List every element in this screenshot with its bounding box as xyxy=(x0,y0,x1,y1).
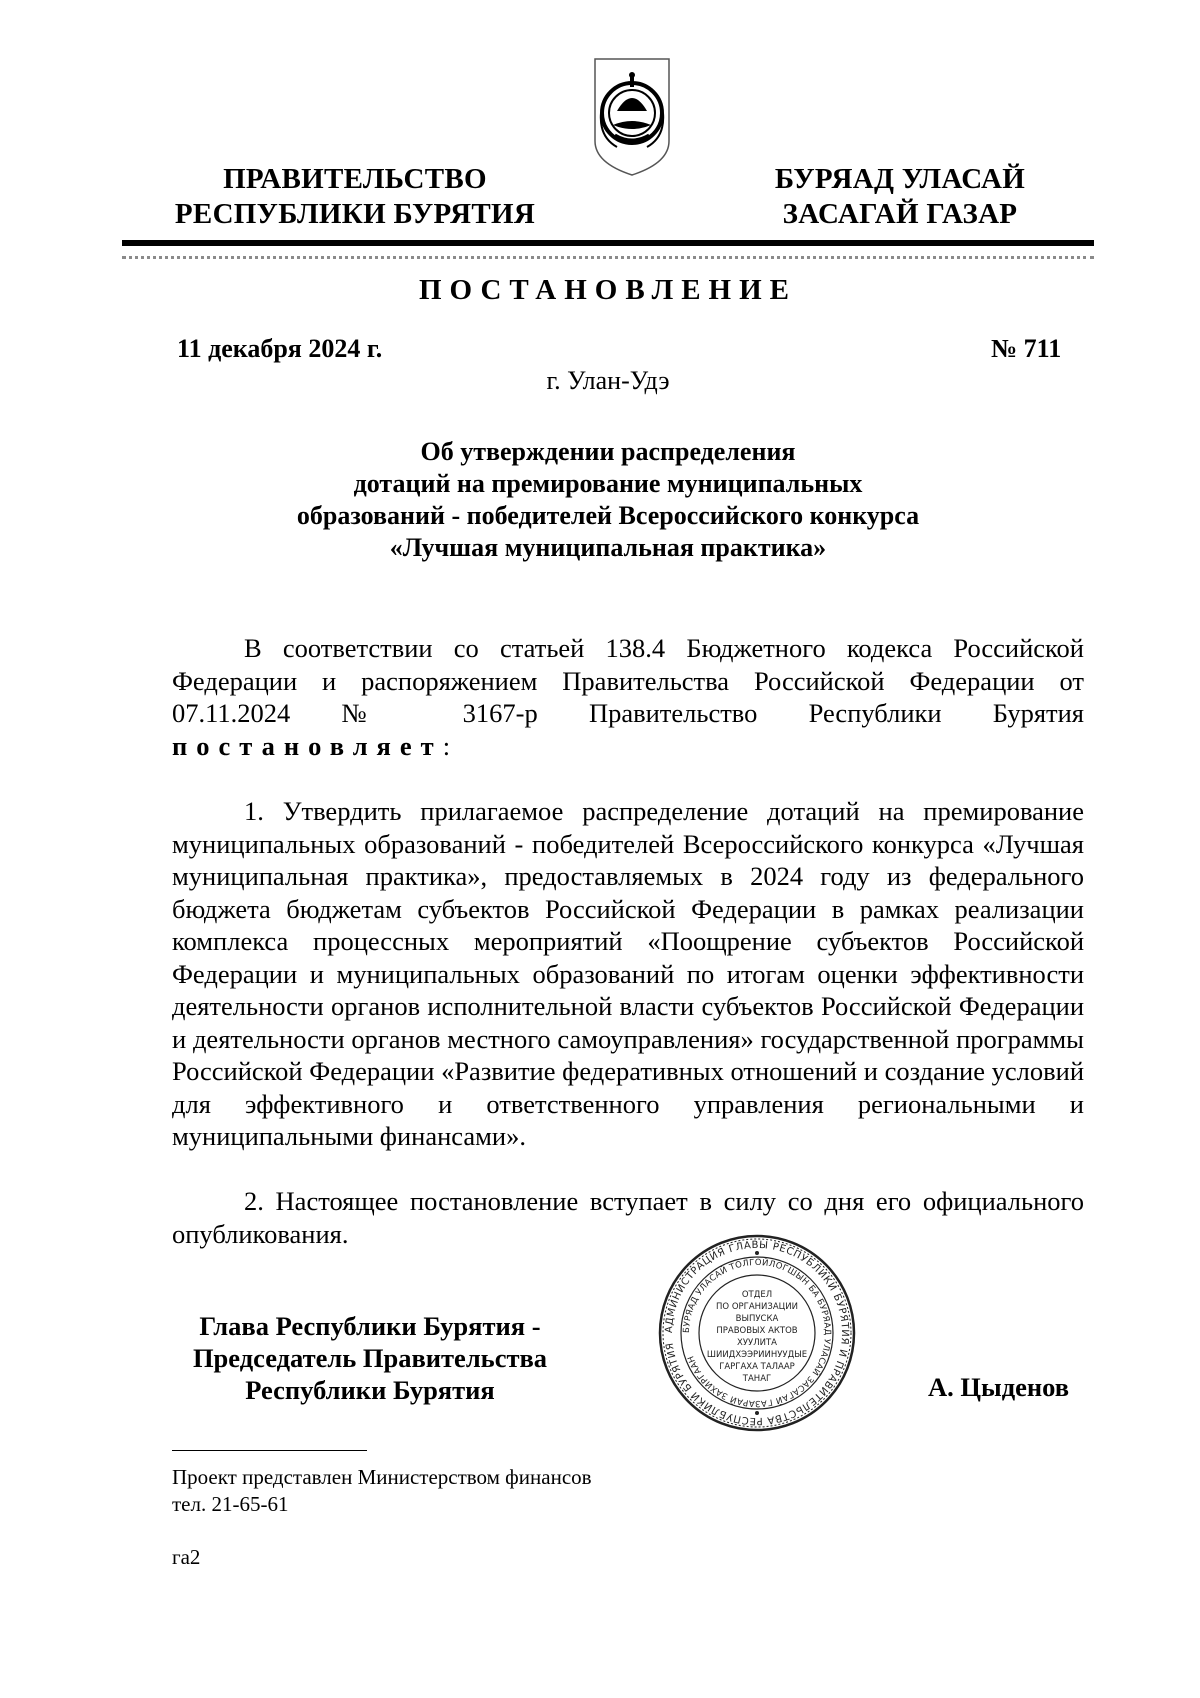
intro-end: : xyxy=(442,730,451,761)
signatory-title xyxy=(160,1310,580,1406)
header-divider-thick xyxy=(122,240,1094,246)
document-number: № 711 xyxy=(991,334,1062,363)
document-type: ПОСТАНОВЛЕНИЕ xyxy=(418,274,797,306)
header-divider-dotted xyxy=(122,256,1094,259)
document-code: га2 xyxy=(172,1545,201,1569)
title-line: дотаций на премирование муниципальных xyxy=(353,469,863,498)
seal-line: ОТДЕЛ xyxy=(741,1290,773,1300)
government-name-buryat xyxy=(740,162,1060,232)
seal-line: ГАРГАХА ТАЛААР xyxy=(719,1362,795,1372)
signatory-name: А. Цыденов xyxy=(928,1372,1070,1402)
item-2-text: 2. Настоящее постановление вступает в силу со дня его официального опубликования. xyxy=(172,1186,1084,1249)
svg-text:БУРЯАД УЛАСАЙ ТОЛГОЙЛОГШЫН БА: БУРЯАД УЛАСАЙ ТОЛГОЙЛОГШЫН БА БУРЯАД УЛАСАЙ ЗАСАГАЙ ГАЗАРАЙ ЗАХИРГААН xyxy=(681,1257,833,1409)
seal-line: ШИИДХЭЭРИИНУУДЫЕ xyxy=(706,1350,808,1360)
official-seal-stamp xyxy=(657,1233,857,1433)
document-city: г. Улан-Удэ xyxy=(546,366,670,395)
signatory-title-line: Председатель Правительства xyxy=(192,1343,548,1373)
signatory-title-line: Глава Республики Бурятия - xyxy=(199,1311,541,1341)
document-title xyxy=(122,436,1094,564)
government-name-line: БУРЯАД УЛАСАЙ xyxy=(774,163,1026,195)
document-date: 11 декабря 2024 г. xyxy=(177,334,383,363)
decree-word: постановляет xyxy=(172,730,443,761)
seal-line: ПРАВОВЫХ АКТОВ xyxy=(716,1326,798,1336)
footnote xyxy=(172,1464,592,1518)
seal-line: ТАНАГ xyxy=(742,1374,772,1384)
body-paragraph-intro xyxy=(172,632,1084,762)
title-line: «Лучшая муниципальная практика» xyxy=(389,533,827,562)
government-name-russian xyxy=(150,162,560,232)
seal-line: ПО ОРГАНИЗАЦИИ xyxy=(716,1302,798,1312)
title-line: Об утверждении распределения xyxy=(420,437,796,466)
coat-of-arms-icon xyxy=(591,55,673,177)
title-line: образований - победителей Всероссийского конкурса xyxy=(296,501,920,530)
footnote-line: Проект представлен Министерством финансов xyxy=(172,1465,592,1489)
seal-line: ВЫПУСКА xyxy=(735,1314,779,1324)
signatory-title-line: Республики Бурятия xyxy=(245,1375,495,1405)
footnote-divider xyxy=(172,1450,367,1451)
item-1-text: 1. Утвердить прилагаемое распределение дотаций на премирование муниципальных образований - победителей Всероссийского конкурса «Лучшая муниципальная практика», предоставляемых в 2024 году из федерального бюджета бюджетам субъектов Российской Федерации в рамках реализации комплекса процессных мероприятий «Поощрение субъектов Российской Федерации и муниципальных образований по итогам оценки эффективности деятельности органов исполнительной власти субъектов Российской Федерации и деятельности органов местного самоуправления» государственной программы Российской Федерации «Развитие федеративных отношений и создание условий для эффективного и ответственного управления региональными и муниципальными финансами». xyxy=(172,796,1084,1151)
government-name-line: ЗАСАГАЙ ГАЗАР xyxy=(782,198,1018,230)
body-paragraph-item-2 xyxy=(172,1185,1084,1250)
footnote-line: тел. 21-65-61 xyxy=(172,1492,289,1516)
body-paragraph-item-1 xyxy=(172,795,1084,1153)
intro-text: В соответствии со статьей 138.4 Бюджетного кодекса Российской Федерации и распоряжением Правительства Российской Федерации от 07.11.2024 № 3167-р Правительство Республики Бурятия xyxy=(172,633,1084,728)
government-name-line: ПРАВИТЕЛЬСТВО xyxy=(223,163,487,195)
svg-text:АДМИНИСТРАЦИЯ ГЛАВЫ РЕСПУБЛИКИ: АДМИНИСТРАЦИЯ ГЛАВЫ РЕСПУБЛИКИ БУРЯТИЯ И ПРАВИТЕЛЬСТВА РЕСПУБЛИКИ БУРЯТИЯ xyxy=(663,1239,851,1427)
government-name-line: РЕСПУБЛИКИ БУРЯТИЯ xyxy=(174,198,536,230)
seal-line: ХУУЛИТА xyxy=(737,1338,777,1348)
